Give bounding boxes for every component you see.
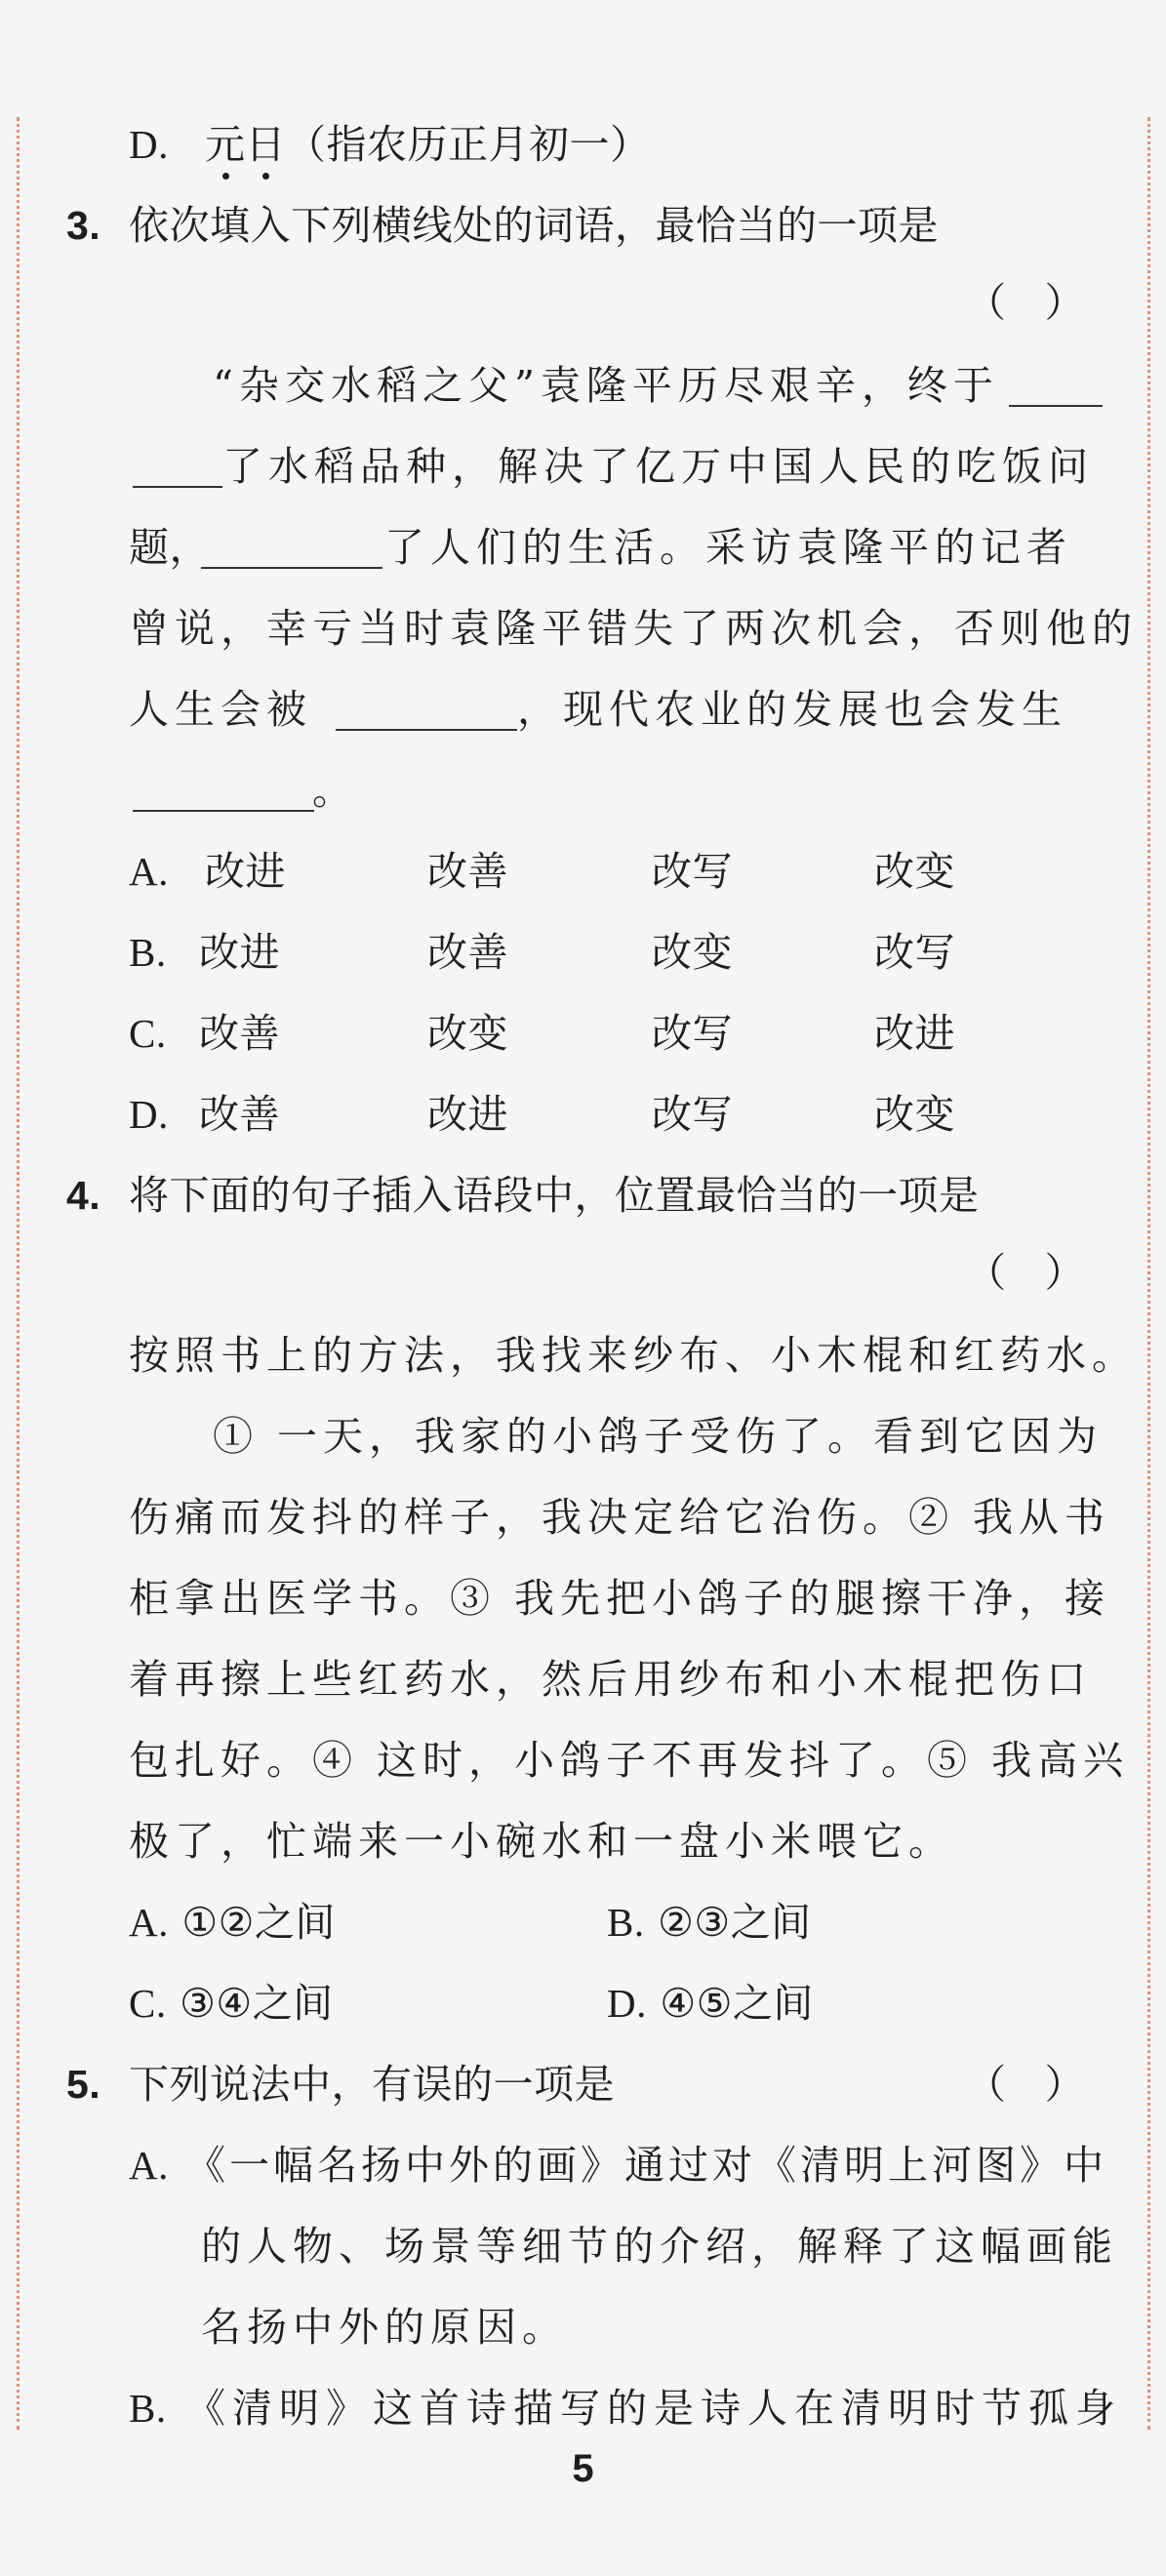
question-number: 3.: [66, 203, 101, 248]
passage-text: 了人们的生活。采访袁隆平的记者: [384, 524, 1072, 571]
q3-passage-line-6: [0, 761, 1166, 820]
option-label: D.: [607, 1981, 647, 2026]
q3-passage-line-1: [0, 356, 1166, 415]
option-word: 改变: [427, 1010, 508, 1057]
option-word: 改写: [652, 1091, 733, 1138]
q4-passage-line-4: [0, 1650, 1166, 1709]
q5-stem-line: [0, 2055, 1166, 2113]
option-label: A.: [129, 849, 169, 894]
passage-text: 着再擦上些红药水，然后用纱布和小木棍把伤口: [129, 1656, 1092, 1703]
passage-text: 。: [312, 767, 353, 814]
q3-passage-line-2: [0, 437, 1166, 496]
option-word: 改写: [874, 929, 955, 976]
q4-passage-line-5: [0, 1731, 1166, 1790]
q3-passage-line-4: [0, 599, 1166, 658]
option-text: ③④之间: [180, 1980, 334, 2027]
q5-option-a-line-3: [0, 2298, 1166, 2356]
q4-stem-line: [0, 1166, 1166, 1225]
q4-insert-sentence: [0, 1326, 1166, 1385]
passage-text: 极了，忙端来一小碗水和一盘小米喂它。: [129, 1818, 954, 1865]
q4-option-a[interactable]: [129, 1893, 336, 1952]
option-text: 的人物、场景等细节的介绍，解释了这幅画能: [201, 2223, 1118, 2270]
q5-option-b-line-1[interactable]: [0, 2379, 1166, 2437]
passage-text: ① 一天，我家的小鸽子受伤了。看到它因为: [213, 1413, 1104, 1460]
emphasized-char: 日: [246, 115, 287, 174]
q4-passage-line-2: [0, 1488, 1166, 1547]
option-text: 《清明》这首诗描写的是诗人在清明时节孤身: [185, 2385, 1122, 2432]
option-label: B.: [607, 1900, 645, 1945]
fill-blank-3[interactable]: [336, 686, 517, 731]
option-text: 《一幅名扬中外的画》通过对《清明上河图》中: [185, 2142, 1107, 2189]
prev-option-d: [0, 115, 1166, 174]
passage-text: 柜拿出医学书。③ 我先把小鸽子的腿擦干净，接: [129, 1575, 1111, 1622]
q3-option-d[interactable]: [0, 1085, 1166, 1144]
option-label: B.: [129, 930, 167, 975]
option-label: D.: [129, 1092, 169, 1137]
q5-option-a-line-2: [0, 2217, 1166, 2275]
q4-options-row-1: [0, 1893, 1166, 1952]
passage-text: 伤痛而发抖的样子，我决定给它治伤。② 我从书: [129, 1494, 1111, 1541]
option-word: 改变: [874, 848, 955, 895]
fill-blank-1a[interactable]: [1009, 362, 1103, 407]
q4-passage-line-3: [0, 1569, 1166, 1628]
question-stem: 依次填入下列横线处的词语，最恰当的一项是: [129, 202, 939, 249]
option-word: 改善: [427, 848, 508, 895]
emphasized-char: 元: [205, 115, 246, 174]
q3-stem-line: [0, 196, 1166, 255]
option-word: 改进: [874, 1010, 955, 1057]
q4-passage-line-1: [0, 1407, 1166, 1466]
question-stem: 下列说法中，有误的一项是: [129, 2061, 615, 2108]
q3-passage-line-5: [0, 680, 1166, 739]
page-number: 5: [572, 2447, 594, 2490]
option-label: C.: [129, 1011, 167, 1056]
passage-text: ，现代农业的发展也会发生: [517, 686, 1067, 733]
paren-open: （: [966, 1250, 1007, 1295]
option-word: 改进: [205, 848, 286, 895]
passage-text: 曾说，幸亏当时袁隆平错失了两次机会，否则他的: [129, 605, 1138, 652]
question-number: 5.: [66, 2062, 101, 2107]
option-note: （指农历正月初一）: [286, 121, 651, 168]
option-label: A.: [129, 1900, 169, 1945]
option-word: 改善: [199, 1091, 280, 1138]
option-label: D.: [129, 122, 169, 167]
option-word: 改进: [199, 929, 280, 976]
paren-open: （: [966, 2062, 1007, 2107]
q4-passage-line-6: [0, 1812, 1166, 1871]
q4-options-row-2: [0, 1974, 1166, 2033]
paren-open: （: [966, 280, 1007, 325]
option-word: 改进: [427, 1091, 508, 1138]
option-word: 改写: [652, 848, 733, 895]
q4-option-d[interactable]: [607, 1974, 814, 2033]
q4-option-c[interactable]: [129, 1974, 334, 2033]
q5-option-a-line-1[interactable]: [0, 2136, 1166, 2194]
q5-answer-paren[interactable]: [966, 2055, 1085, 2113]
q3-option-b[interactable]: [0, 923, 1166, 982]
passage-text: 包扎好。④ 这时，小鸽子不再发抖了。⑤ 我高兴: [129, 1737, 1130, 1784]
option-word: 改变: [874, 1091, 955, 1138]
q3-option-c[interactable]: [0, 1004, 1166, 1063]
q4-option-b[interactable]: [607, 1893, 812, 1952]
option-text: ②③之间: [658, 1899, 812, 1946]
fill-blank-1b[interactable]: [133, 443, 222, 488]
option-label: A.: [129, 2143, 169, 2188]
passage-text: 了水稻品种，解决了亿万中国人民的吃饭问: [222, 443, 1094, 490]
q3-passage-line-3: [0, 518, 1166, 577]
fill-blank-4[interactable]: [133, 767, 314, 812]
q3-answer-paren[interactable]: [0, 273, 1166, 332]
passage-text: 题，: [129, 524, 210, 571]
option-label: B.: [129, 2386, 167, 2431]
question-stem: 将下面的句子插入语段中，位置最恰当的一项是: [129, 1172, 980, 1219]
option-text: ④⑤之间: [660, 1980, 814, 2027]
option-label: C.: [129, 1981, 167, 2026]
q4-answer-paren[interactable]: [0, 1243, 1166, 1302]
paren-close: ）: [1044, 1250, 1085, 1295]
option-word: 改善: [427, 929, 508, 976]
option-text: ①②之间: [181, 1899, 336, 1946]
paren-close: ）: [1044, 2062, 1085, 2107]
q3-option-a[interactable]: [0, 842, 1166, 901]
passage-text: 人生会被: [129, 686, 312, 733]
passage-text: “杂交水稻之父”袁隆平历尽艰辛，终于: [213, 362, 999, 409]
option-word: 改写: [652, 1010, 733, 1057]
option-word: 改善: [199, 1010, 280, 1057]
question-number: 4.: [66, 1173, 101, 1218]
option-text: [205, 115, 651, 174]
option-word: 改变: [652, 929, 733, 976]
insert-sentence-text: 按照书上的方法，我找来纱布、小木棍和红药水。: [129, 1332, 1138, 1379]
option-text: 名扬中外的原因。: [201, 2304, 568, 2351]
fill-blank-2[interactable]: [201, 524, 382, 569]
paren-close: ）: [1044, 280, 1085, 325]
